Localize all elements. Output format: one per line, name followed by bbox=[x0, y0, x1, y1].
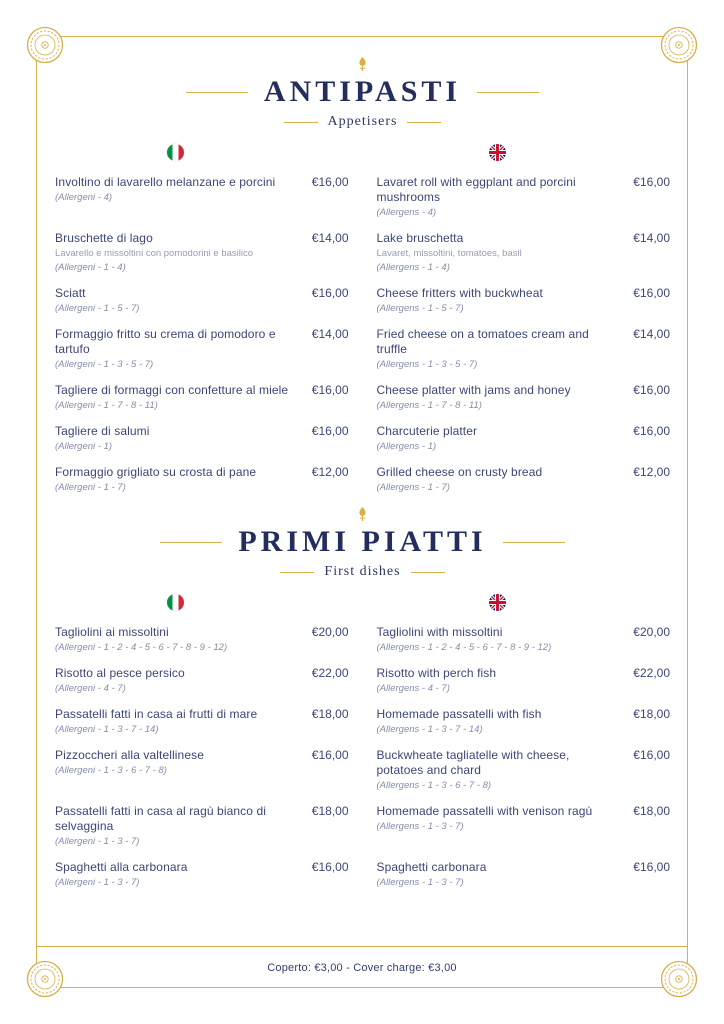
decorative-line bbox=[284, 122, 318, 123]
item-text bbox=[377, 327, 625, 371]
item-allergens: (Allergens - 1 - 3 - 7) bbox=[376, 877, 464, 888]
item-price: €20,00 bbox=[311, 625, 349, 639]
decorative-line bbox=[503, 542, 565, 543]
item-price: €16,00 bbox=[633, 424, 670, 438]
item-allergens: (Allergeni - 1 - 3 - 7) bbox=[55, 877, 140, 888]
corner-seal-logo bbox=[26, 960, 64, 998]
item-allergens: (Allergens - 1) bbox=[376, 441, 437, 452]
corner-seal-logo bbox=[660, 960, 698, 998]
item-allergens: (Allergeni - 1 - 2 - 4 - 5 - 6 - 7 - 8 - 9 - 12) bbox=[55, 642, 228, 653]
item-text bbox=[55, 748, 303, 777]
menu-section bbox=[55, 56, 670, 494]
decorative-line bbox=[411, 572, 445, 573]
decorative-line bbox=[280, 572, 314, 573]
menu-item-en bbox=[377, 175, 671, 219]
section-subtitle-row bbox=[55, 562, 670, 582]
corner-seal-logo bbox=[660, 26, 698, 64]
menu-item-en bbox=[377, 860, 671, 889]
menu-row bbox=[55, 666, 670, 695]
menu-item-it bbox=[55, 625, 349, 654]
item-text bbox=[55, 383, 303, 412]
item-text bbox=[377, 465, 625, 494]
item-text bbox=[377, 286, 625, 315]
menu-row bbox=[55, 465, 670, 494]
section-ornament-icon bbox=[55, 506, 670, 522]
item-text bbox=[377, 748, 625, 792]
item-allergens: (Allergens - 1 - 4) bbox=[376, 262, 450, 273]
item-price: €14,00 bbox=[311, 231, 349, 245]
menu-row bbox=[55, 175, 670, 219]
menu-item-it bbox=[55, 231, 349, 274]
item-name: Tagliolini with missoltini bbox=[376, 625, 503, 639]
item-price: €18,00 bbox=[311, 804, 349, 818]
item-text bbox=[55, 860, 303, 889]
item-text bbox=[55, 327, 303, 371]
item-text bbox=[377, 231, 625, 274]
footer-divider bbox=[36, 946, 688, 947]
menu-row bbox=[55, 804, 670, 848]
item-text bbox=[55, 231, 303, 274]
item-name: Spaghetti carbonara bbox=[376, 860, 487, 874]
item-allergens: (Allergeni - 1 - 3 - 7 - 14) bbox=[55, 724, 159, 735]
item-name: Formaggio fritto su crema di pomodoro e tartufo bbox=[55, 327, 276, 356]
item-price: €14,00 bbox=[311, 327, 349, 341]
menu-item-en bbox=[377, 231, 671, 274]
menu-item-en bbox=[377, 666, 671, 695]
item-name: Tagliere di formaggi con confetture al miele bbox=[55, 383, 289, 397]
item-allergens: (Allergeni - 1 - 3 - 6 - 7 - 8) bbox=[55, 765, 167, 776]
item-name: Risotto with perch fish bbox=[376, 666, 497, 680]
menu-item-en bbox=[377, 748, 671, 792]
item-allergens: (Allergeni - 1 - 7 - 8 - 11) bbox=[55, 400, 158, 411]
item-name: Cheese fritters with buckwheat bbox=[376, 286, 543, 300]
menu-item-it bbox=[55, 175, 349, 219]
item-name: Risotto al pesce persico bbox=[55, 666, 185, 680]
menu-item-it bbox=[55, 286, 349, 315]
item-name: Formaggio grigliato su crosta di pane bbox=[55, 465, 257, 479]
decorative-line bbox=[407, 122, 441, 123]
language-flags-row bbox=[55, 144, 670, 161]
item-allergens: (Allergeni - 1 - 3 - 7) bbox=[55, 836, 140, 847]
section-title-row bbox=[55, 522, 670, 562]
item-price: €16,00 bbox=[633, 286, 670, 300]
item-name: Cheese platter with jams and honey bbox=[376, 383, 571, 397]
menu-item-en bbox=[377, 804, 671, 848]
item-name: Involtino di lavarello melanzane e porcini bbox=[55, 175, 276, 189]
item-price: €16,00 bbox=[311, 424, 349, 438]
item-price: €20,00 bbox=[633, 625, 670, 639]
item-name: Buckwheate tagliatelle with cheese, potatoes and chard bbox=[376, 748, 570, 777]
menu-row bbox=[55, 707, 670, 736]
item-text bbox=[55, 625, 303, 654]
item-allergens: (Allergens - 1 - 2 - 4 - 5 - 6 - 7 - 8 - 9 - 12) bbox=[376, 642, 552, 653]
menu-content bbox=[55, 56, 670, 901]
item-text bbox=[377, 625, 625, 654]
item-price: €16,00 bbox=[633, 175, 670, 189]
item-text bbox=[377, 666, 625, 695]
item-allergens: (Allergeni - 4 - 7) bbox=[55, 683, 126, 694]
menu-item-it bbox=[55, 424, 349, 453]
section-ornament-icon bbox=[55, 56, 670, 72]
section-subtitle-row bbox=[55, 112, 670, 132]
item-name: Pizzoccheri alla valtellinese bbox=[55, 748, 204, 762]
menu-item-en bbox=[377, 465, 671, 494]
item-allergens: (Allergens - 1 - 5 - 7) bbox=[376, 303, 464, 314]
item-name: Tagliolini ai missoltini bbox=[55, 625, 169, 639]
item-name: Grilled cheese on crusty bread bbox=[376, 465, 543, 479]
uk-flag-icon bbox=[489, 594, 506, 611]
cover-charge-note: Coperto: €3,00 - Cover charge: €3,00 bbox=[267, 962, 457, 974]
item-price: €16,00 bbox=[311, 860, 349, 874]
item-text bbox=[377, 383, 625, 412]
item-price: €18,00 bbox=[633, 804, 670, 818]
decorative-line bbox=[477, 92, 539, 93]
item-allergens: (Allergens - 1 - 7 - 8 - 11) bbox=[376, 400, 482, 411]
item-name: Spaghetti alla carbonara bbox=[55, 860, 188, 874]
menu-row bbox=[55, 625, 670, 654]
item-price: €18,00 bbox=[311, 707, 349, 721]
menu-item-en bbox=[377, 625, 671, 654]
item-name: Lake bruschetta bbox=[376, 231, 464, 245]
menu-row bbox=[55, 860, 670, 889]
menu-rows bbox=[55, 625, 670, 889]
menu-item-it bbox=[55, 465, 349, 494]
menu-item-it bbox=[55, 748, 349, 792]
item-price: €16,00 bbox=[311, 383, 349, 397]
item-text bbox=[55, 707, 303, 736]
section-title-row bbox=[55, 72, 670, 112]
italian-flag-icon bbox=[167, 594, 184, 611]
menu-item-en bbox=[377, 383, 671, 412]
item-name: Passatelli fatti in casa al ragù bianco di selvaggina bbox=[55, 804, 266, 833]
item-text bbox=[55, 175, 303, 204]
item-price: €22,00 bbox=[311, 666, 349, 680]
item-allergens: (Allergens - 1 - 3 - 6 - 7 - 8) bbox=[376, 780, 492, 791]
item-price: €22,00 bbox=[633, 666, 670, 680]
section-subtitle: Appetisers bbox=[327, 114, 398, 129]
menu-item-it bbox=[55, 383, 349, 412]
item-description: Lavarello e missoltini con pomodorini e basilico bbox=[55, 248, 254, 259]
item-text bbox=[377, 424, 625, 453]
item-allergens: (Allergens - 1 - 3 - 5 - 7) bbox=[376, 359, 478, 370]
item-text bbox=[377, 860, 625, 889]
menu-row bbox=[55, 424, 670, 453]
item-name: Bruschette di lago bbox=[55, 231, 153, 245]
italian-flag-icon bbox=[167, 144, 184, 161]
section-title: ANTIPASTI bbox=[263, 75, 462, 108]
menu-row bbox=[55, 231, 670, 274]
item-text bbox=[55, 465, 303, 494]
decorative-line bbox=[186, 92, 248, 93]
language-flags-row bbox=[55, 594, 670, 611]
menu-section bbox=[55, 506, 670, 889]
item-price: €14,00 bbox=[633, 327, 670, 341]
english-column-header bbox=[377, 594, 671, 611]
corner-seal-logo bbox=[26, 26, 64, 64]
item-text bbox=[377, 804, 625, 833]
item-text bbox=[55, 286, 303, 315]
item-allergens: (Allergens - 4) bbox=[376, 207, 437, 218]
item-price: €12,00 bbox=[633, 465, 670, 479]
menu-rows bbox=[55, 175, 670, 494]
item-allergens: (Allergens - 1 - 7) bbox=[376, 482, 450, 493]
item-allergens: (Allergeni - 1) bbox=[55, 441, 113, 452]
item-name: Lavaret roll with eggplant and porcini mushrooms bbox=[376, 175, 576, 204]
item-price: €16,00 bbox=[311, 175, 349, 189]
menu-row bbox=[55, 383, 670, 412]
italian-column-header bbox=[55, 144, 349, 161]
item-allergens: (Allergens - 1 - 3 - 7 - 14) bbox=[376, 724, 483, 735]
item-price: €18,00 bbox=[633, 707, 670, 721]
section-title: PRIMI PIATTI bbox=[238, 525, 487, 558]
item-name: Sciatt bbox=[55, 286, 86, 300]
item-allergens: (Allergeni - 4) bbox=[55, 192, 113, 203]
uk-flag-icon bbox=[489, 144, 506, 161]
item-name: Tagliere di salumi bbox=[55, 424, 150, 438]
menu-row bbox=[55, 748, 670, 792]
menu-item-it bbox=[55, 707, 349, 736]
item-text bbox=[55, 666, 303, 695]
item-name: Passatelli fatti in casa ai frutti di mare bbox=[55, 707, 258, 721]
item-price: €16,00 bbox=[311, 286, 349, 300]
menu-item-it bbox=[55, 860, 349, 889]
item-price: €14,00 bbox=[633, 231, 670, 245]
section-subtitle: First dishes bbox=[324, 564, 401, 579]
italian-column-header bbox=[55, 594, 349, 611]
item-allergens: (Allergeni - 1 - 3 - 5 - 7) bbox=[55, 359, 154, 370]
menu-row bbox=[55, 286, 670, 315]
item-text bbox=[377, 175, 625, 219]
item-description: Lavaret, missoltini, tomatoes, basil bbox=[376, 248, 522, 259]
menu-item-it bbox=[55, 804, 349, 848]
item-price: €16,00 bbox=[633, 383, 670, 397]
item-price: €12,00 bbox=[311, 465, 349, 479]
item-text bbox=[377, 707, 625, 736]
item-price: €16,00 bbox=[633, 860, 670, 874]
item-allergens: (Allergeni - 1 - 7) bbox=[55, 482, 126, 493]
item-price: €16,00 bbox=[311, 748, 349, 762]
item-allergens: (Allergens - 4 - 7) bbox=[376, 683, 450, 694]
item-name: Homemade passatelli with fish bbox=[376, 707, 542, 721]
item-allergens: (Allergeni - 1 - 4) bbox=[55, 262, 126, 273]
item-allergens: (Allergens - 1 - 3 - 7) bbox=[376, 821, 464, 832]
menu-item-en bbox=[377, 327, 671, 371]
english-column-header bbox=[377, 144, 671, 161]
menu-item-en bbox=[377, 286, 671, 315]
decorative-line bbox=[160, 542, 222, 543]
menu-item-en bbox=[377, 424, 671, 453]
menu-item-it bbox=[55, 327, 349, 371]
menu-item-en bbox=[377, 707, 671, 736]
menu-item-it bbox=[55, 666, 349, 695]
item-name: Charcuterie platter bbox=[376, 424, 478, 438]
item-allergens: (Allergeni - 1 - 5 - 7) bbox=[55, 303, 140, 314]
item-text bbox=[55, 804, 303, 848]
item-name: Fried cheese on a tomatoes cream and truffle bbox=[376, 327, 589, 356]
item-price: €16,00 bbox=[633, 748, 670, 762]
item-name: Homemade passatelli with venison ragù bbox=[376, 804, 593, 818]
item-text bbox=[55, 424, 303, 453]
menu-row bbox=[55, 327, 670, 371]
